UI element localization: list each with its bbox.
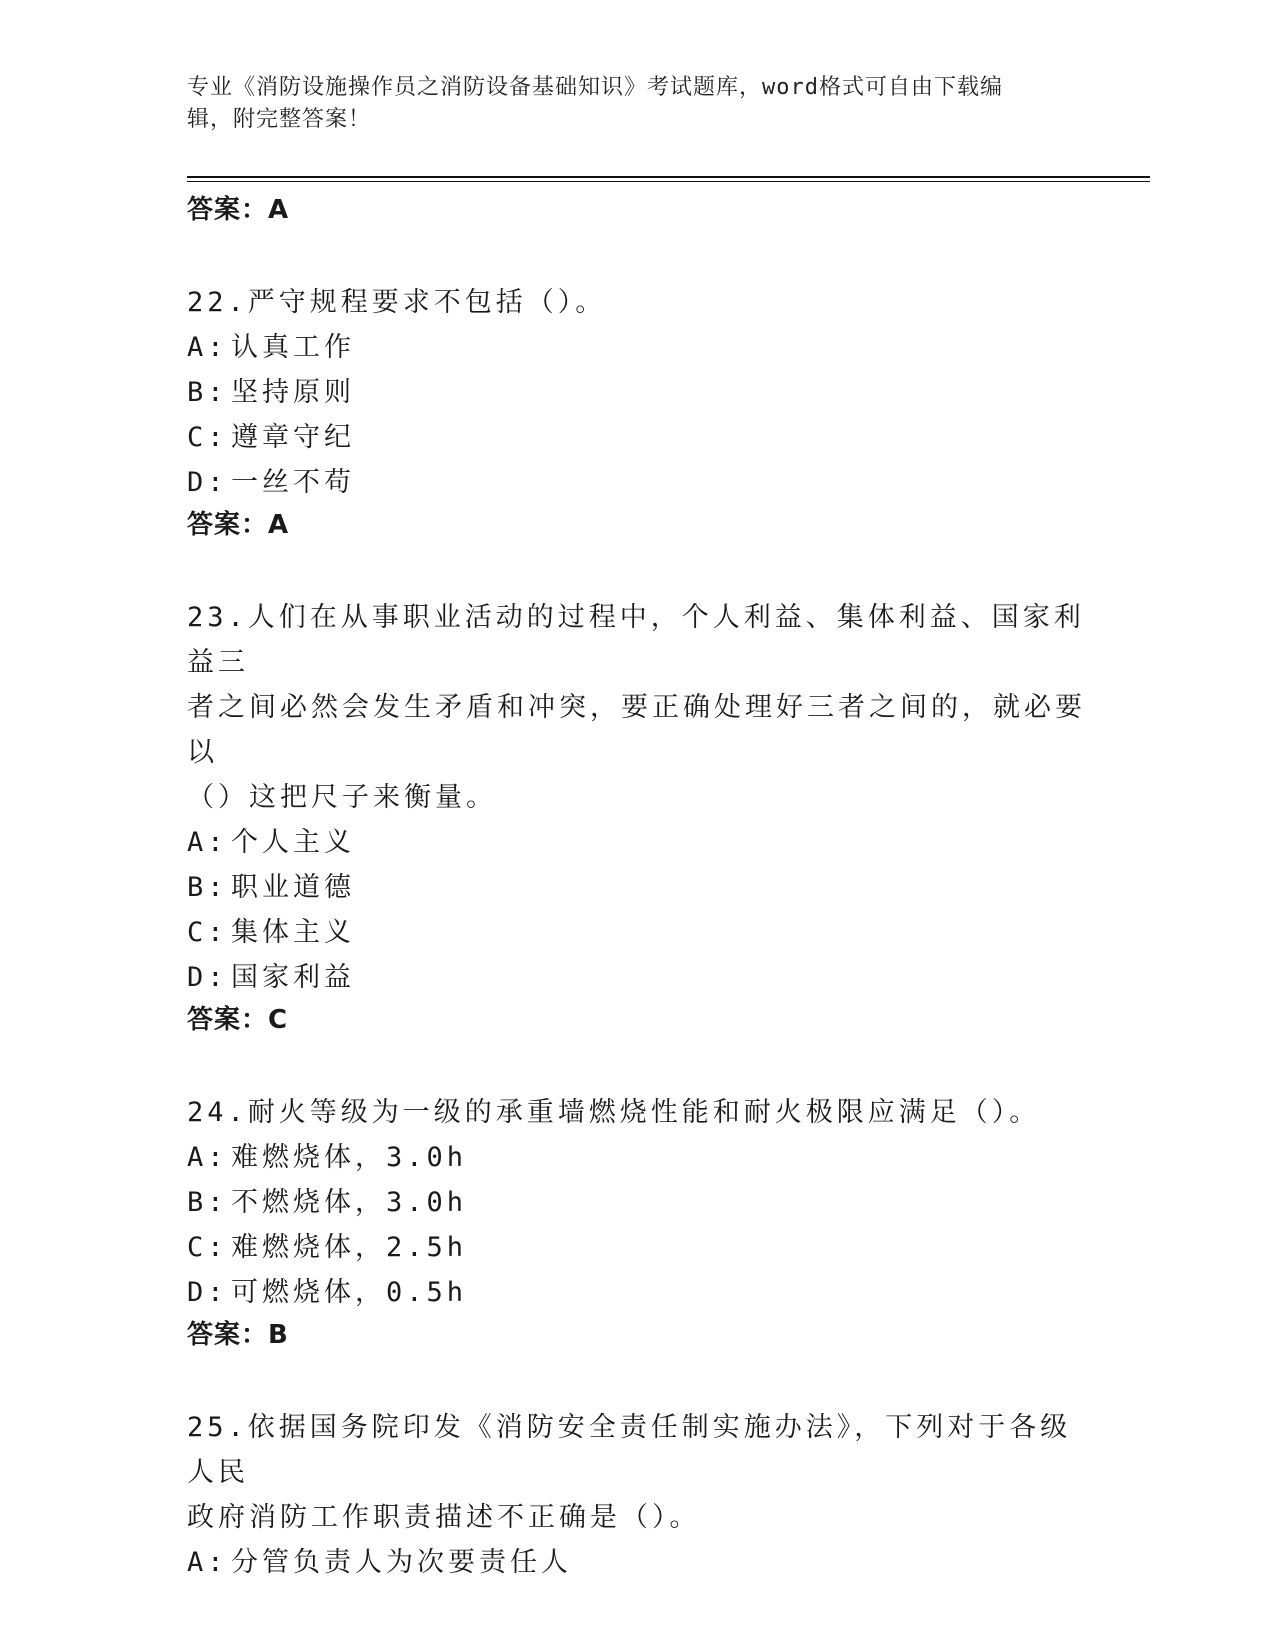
option-letter: D:	[187, 467, 228, 498]
option-text: 可燃烧体，0.5h	[231, 1277, 468, 1308]
question-24	[187, 1090, 1087, 1355]
stem-line: 政府消防工作职责描述不正确是（）。	[187, 1502, 701, 1533]
option-letter: D:	[187, 962, 228, 993]
option-text: 难燃烧体，2.5h	[231, 1232, 468, 1263]
header-divider-thin	[187, 181, 1150, 182]
question-25	[187, 1405, 1087, 1585]
question-22	[187, 280, 1087, 545]
option-letter: A:	[187, 1547, 228, 1578]
option-c	[187, 910, 1087, 955]
stem-line: 23.人们在从事职业活动的过程中，个人利益、集体利益、国家利益三	[187, 602, 1085, 678]
stem-line: 24.耐火等级为一级的承重墙燃烧性能和耐火极限应满足（）。	[187, 1097, 1041, 1128]
option-letter: D:	[187, 1277, 228, 1308]
option-text: 分管负责人为次要责任人	[231, 1547, 572, 1578]
option-letter: C:	[187, 422, 228, 453]
stem-line: 22.严守规程要求不包括（）。	[187, 287, 607, 318]
option-c	[187, 1225, 1087, 1270]
option-letter: A:	[187, 827, 228, 858]
stem-line: （）这把尺子来衡量。	[187, 782, 497, 813]
option-letter: B:	[187, 1187, 228, 1218]
option-b	[187, 865, 1087, 910]
option-letter: A:	[187, 332, 228, 363]
header-divider-thick	[187, 176, 1150, 178]
option-letter: A:	[187, 1142, 228, 1173]
answer-line: 答案：B	[187, 1320, 289, 1350]
option-text: 认真工作	[231, 332, 355, 363]
option-letter: C:	[187, 917, 228, 948]
option-text: 不燃烧体，3.0h	[231, 1187, 468, 1218]
question-stem	[187, 280, 1087, 325]
option-text: 集体主义	[231, 917, 355, 948]
answer-line: 答案：A	[187, 195, 290, 225]
question-stem	[187, 1405, 1087, 1540]
option-d	[187, 1270, 1087, 1315]
question-23	[187, 595, 1087, 1040]
option-c	[187, 415, 1087, 460]
option-text: 职业道德	[231, 872, 355, 903]
question-stem	[187, 595, 1087, 820]
option-letter: B:	[187, 872, 228, 903]
option-d	[187, 955, 1087, 1000]
option-b	[187, 370, 1087, 415]
option-a	[187, 325, 1087, 370]
option-text: 国家利益	[231, 962, 355, 993]
option-text: 遵章守纪	[231, 422, 355, 453]
header-line-1: 专业《消防设施操作员之消防设备基础知识》考试题库，word格式可自由下载编	[187, 75, 1003, 100]
option-a	[187, 820, 1087, 865]
option-text: 坚持原则	[231, 377, 355, 408]
option-text: 个人主义	[231, 827, 355, 858]
option-a	[187, 1135, 1087, 1180]
answer-line: 答案：A	[187, 510, 290, 540]
option-letter: B:	[187, 377, 228, 408]
option-letter: C:	[187, 1232, 228, 1263]
stem-line: 25.依据国务院印发《消防安全责任制实施办法》，下列对于各级人民	[187, 1412, 1072, 1488]
option-d	[187, 460, 1087, 505]
question-stem	[187, 1090, 1087, 1135]
document-header	[187, 72, 1067, 136]
stem-line: 者之间必然会发生矛盾和冲突，要正确处理好三者之间的，就必要以	[187, 692, 1086, 768]
option-text: 难燃烧体，3.0h	[231, 1142, 468, 1173]
option-a	[187, 1540, 1087, 1585]
header-line-2: 辑，附完整答案！	[187, 107, 372, 132]
option-b	[187, 1180, 1087, 1225]
option-text: 一丝不苟	[231, 467, 355, 498]
question-list	[187, 190, 1087, 1635]
answer-line: 答案：C	[187, 1005, 289, 1035]
